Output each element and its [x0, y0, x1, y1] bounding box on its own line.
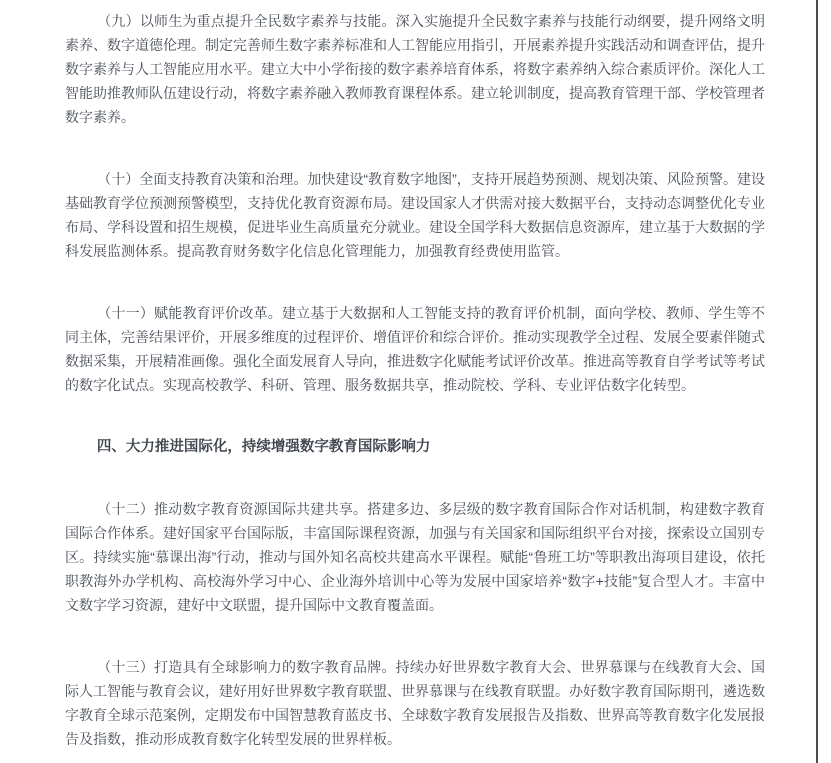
paragraph-item-13: （十三）打造具有全球影响力的数字教育品牌。持续办好世界数字教育大会、世界慕课与在线教育大会、国际人工智能与教育会议，建好用好世界数字教育联盟、世界慕课与在线教育联盟。办好数字教育国际期刊，遴选数字教育全球示范案例，定期发布中国智慧教育蓝皮书、全球数字教育发展报告及指数、世界高等教育数字化发展报告及指数，推动形成教育数字化转型发展的世界样板。: [65, 659, 765, 747]
paragraph-item-11: （十一）赋能教育评价改革。建立基于大数据和人工智能支持的教育评价机制，面向学校、教师、学生等不同主体，完善结果评价，开展多维度的过程评价、增值评价和综合评价。推动实现教学全过程、发展全要素伴随式数据采集，开展精准画像。强化全面发展育人导向，推进数字化赋能考试评价改革。推进高等教育自学考试等考试的数字化试点。实现高校教学、科研、管理、服务数据共享，推动院校、学科、专业评估数字化转型。: [65, 305, 765, 393]
paragraph-item-9: （九）以师生为重点提升全民数字素养与技能。深入实施提升全民数字素养与技能行动纲要，提升网络文明素养、数字道德伦理。制定完善师生数字素养标准和人工智能应用指引，开展素养提升实践活动和调查评估，提升数字素养与人工智能应用水平。建立大中小学衔接的数字素养培育体系，将数字素养纳入综合素质评价。深化人工智能助推教师队伍建设行动，将数字素养融入教师教育课程体系。建立轮训制度，提高教育管理干部、学校管理者数字素养。: [65, 13, 765, 125]
section-heading-4: 四、大力推进国际化，持续增强数字教育国际影响力: [96, 439, 431, 455]
paragraph-item-10: （十）全面支持教育决策和治理。加快建设“教育数字地图”，支持开展趋势预测、规划决策、风险预警。建设基础教育学位预测预警模型，支持优化教育资源布局。建设国家人才供需对接大数据平台，支持动态调整优化专业布局、学科设置和招生规模，促进毕业生高质量充分就业。建设全国学科大数据信息资源库，建立基于大数据的学科发展监测体系。提高教育财务数字化信息化管理能力，加强教育经费使用监管。: [65, 171, 765, 259]
paragraph-item-12: （十二）推动数字教育资源国际共建共享。搭建多边、多层级的数字教育国际合作对话机制，构建数字教育国际合作体系。建好国家平台国际版，丰富国际课程资源，加强与有关国家和国际组织平台对接，探索设立国别专区。持续实施“慕课出海”行动，推动与国外知名高校共建高水平课程。赋能“鲁班工坊”等职教出海项目建设，依托职教海外办学机构、高校海外学习中心、企业海外培训中心等为发展中国家培养“数字+技能”复合型人才。丰富中文数字学习资源，建好中文联盟，提升国际中文教育覆盖面。: [65, 501, 765, 613]
page-right-border: [816, 0, 818, 763]
document-article: [65, 9, 765, 751]
